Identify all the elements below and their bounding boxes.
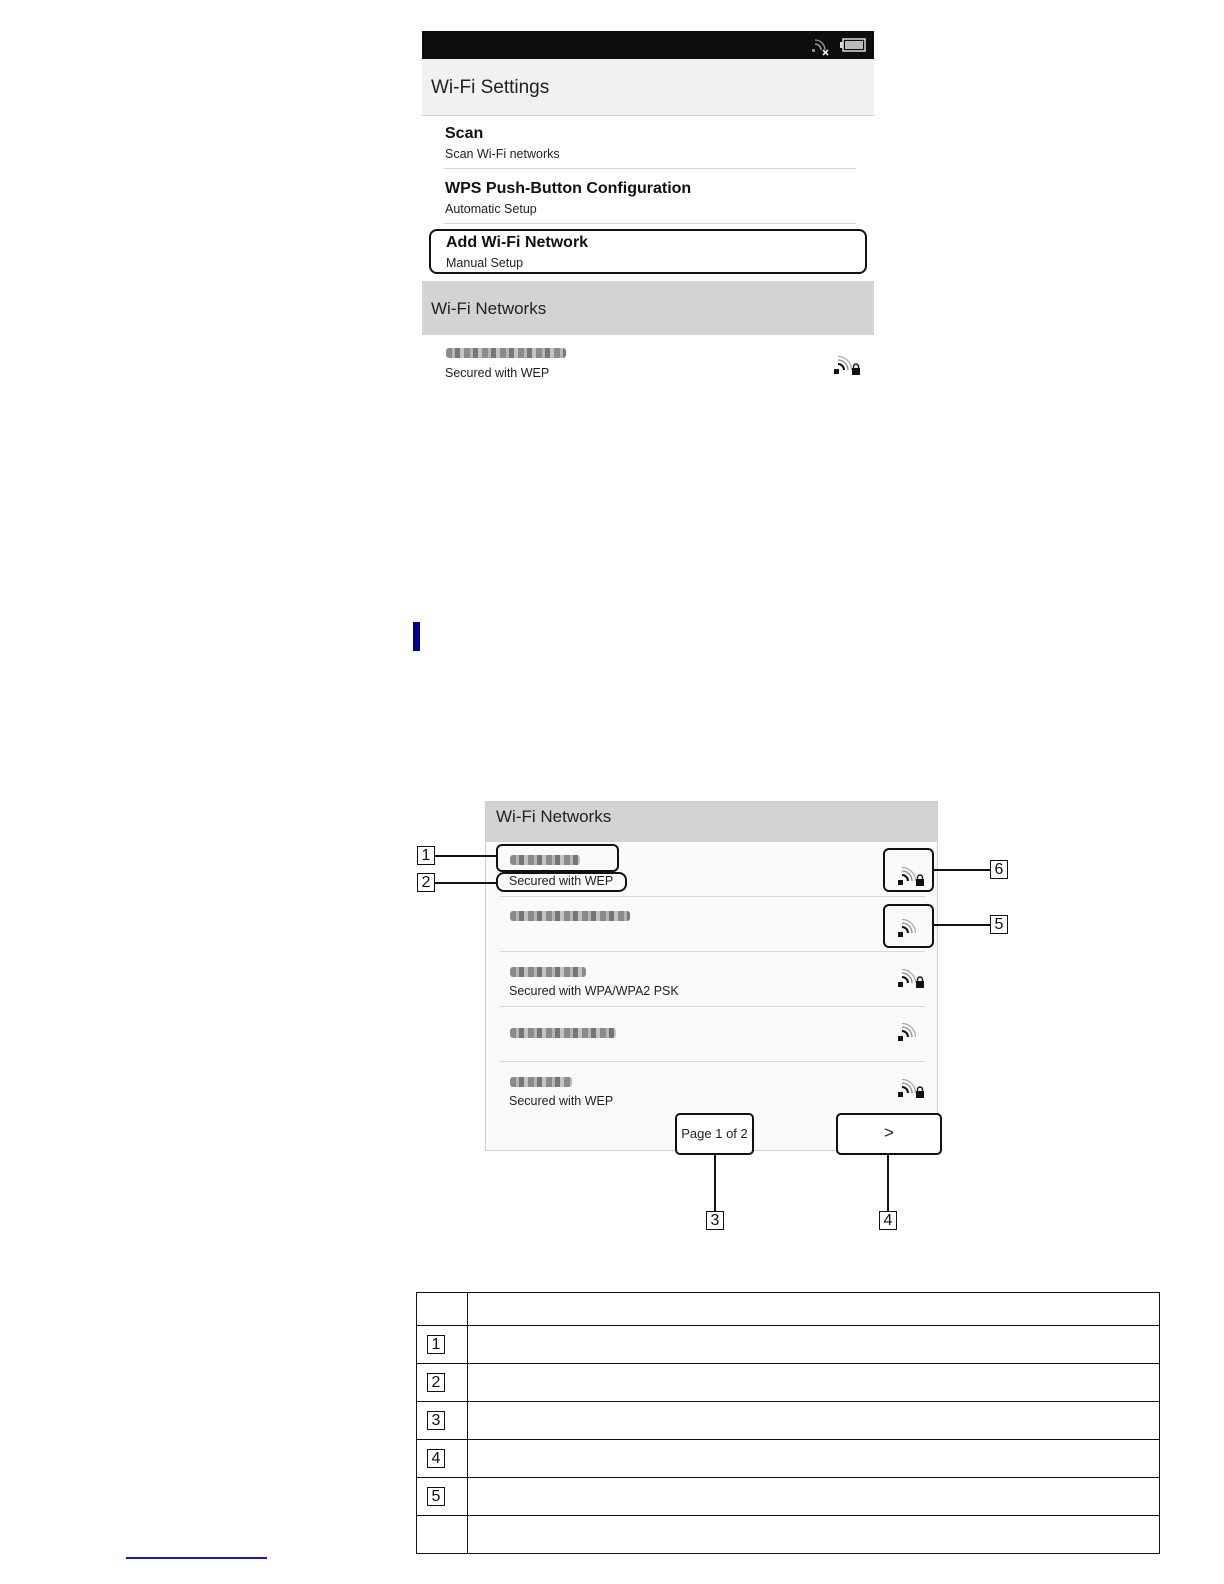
section-marker [413,622,420,651]
network-list-item[interactable] [486,1063,937,1117]
table-cell [468,1402,1160,1440]
wifi-settings-screenshot [422,31,874,394]
page-title: Wi-Fi Settings [431,77,550,98]
section-title: Wi-Fi Networks [496,807,612,826]
callout-network-name [496,844,619,872]
table-header-row [417,1293,1160,1326]
status-bar [422,31,874,59]
add-wifi-network-menu-item[interactable] [429,229,867,274]
table-cell [468,1364,1160,1402]
callout-number: 6 [990,860,1008,879]
wifi-signal-icon [898,1022,928,1046]
table-cell [468,1440,1160,1478]
network-name-blurred [510,911,630,921]
callout-security-type [496,872,627,892]
table-row [417,1440,1160,1478]
battery-icon [840,38,866,52]
callout-number: 3 [706,1211,724,1230]
wifi-signal-lock-icon [898,968,928,992]
callout-line [435,882,496,884]
divider [500,1061,925,1062]
network-list-item[interactable] [486,1008,937,1062]
callout-number: 2 [417,873,435,892]
table-row [417,1516,1160,1554]
callout-line [714,1155,716,1211]
network-security: Secured with WEP [509,874,614,888]
callout-line [435,855,496,857]
item-number: 1 [427,1335,445,1354]
divider [500,1006,925,1007]
network-name-blurred [510,1028,616,1038]
divider [444,168,856,169]
wifi-disconnected-icon [810,35,832,57]
item-number: 4 [427,1449,445,1468]
network-name-blurred [446,348,566,358]
footer-link-underline[interactable] [126,1557,267,1559]
network-list-item[interactable] [422,335,874,394]
table-cell [417,1478,468,1516]
next-page-button[interactable]: > [836,1113,942,1155]
callout-line [934,924,990,926]
table-cell [417,1402,468,1440]
divider [500,951,925,952]
network-name-blurred [510,967,586,977]
section-header [486,802,937,842]
table-row [417,1326,1160,1364]
table-cell [468,1516,1160,1554]
network-security: Secured with WEP [445,366,550,380]
table-row [417,1402,1160,1440]
network-security: Secured with WPA/WPA2 PSK [509,984,679,998]
item-number: 5 [427,1487,445,1506]
title-bar [422,59,874,116]
menu-item-title: Scan [445,125,484,142]
table-cell [468,1478,1160,1516]
wps-menu-item[interactable] [430,170,866,224]
network-name-blurred [510,1077,572,1087]
table-cell [468,1326,1160,1364]
callout-line [934,869,990,871]
table-cell [417,1364,468,1402]
legend-table [416,1292,1160,1554]
table-row [417,1478,1160,1516]
section-title: Wi-Fi Networks [431,299,547,318]
menu-item-subtitle: Scan Wi-Fi networks [445,147,560,161]
callout-number: 5 [990,915,1008,934]
table-cell [417,1440,468,1478]
callout-signal-icon [883,904,934,948]
network-list-item[interactable] [486,953,937,1007]
menu-item-subtitle: Automatic Setup [445,202,537,216]
table-cell [417,1516,468,1554]
network-list-item[interactable] [486,898,937,952]
menu-item-title: WPS Push-Button Configuration [445,180,692,197]
divider [444,223,856,224]
page-indicator: Page 1 of 2 [675,1113,754,1155]
item-number: 2 [427,1373,445,1392]
menu-item-title: Add Wi-Fi Network [446,234,589,251]
callout-number: 4 [879,1211,897,1230]
item-number: 3 [427,1411,445,1430]
callout-line [887,1155,889,1211]
table-header-cell [468,1293,1160,1326]
table-header-cell [417,1293,468,1326]
menu-item-subtitle: Manual Setup [446,256,524,270]
scan-menu-item[interactable] [430,115,866,169]
table-cell [417,1326,468,1364]
wifi-signal-lock-icon [898,1078,928,1102]
table-row [417,1364,1160,1402]
section-header [422,281,874,335]
callout-number: 1 [417,846,435,865]
wifi-signal-lock-icon [834,355,864,379]
network-security: Secured with WEP [509,1094,614,1108]
divider [500,896,925,897]
callout-lock-icon [883,848,934,892]
